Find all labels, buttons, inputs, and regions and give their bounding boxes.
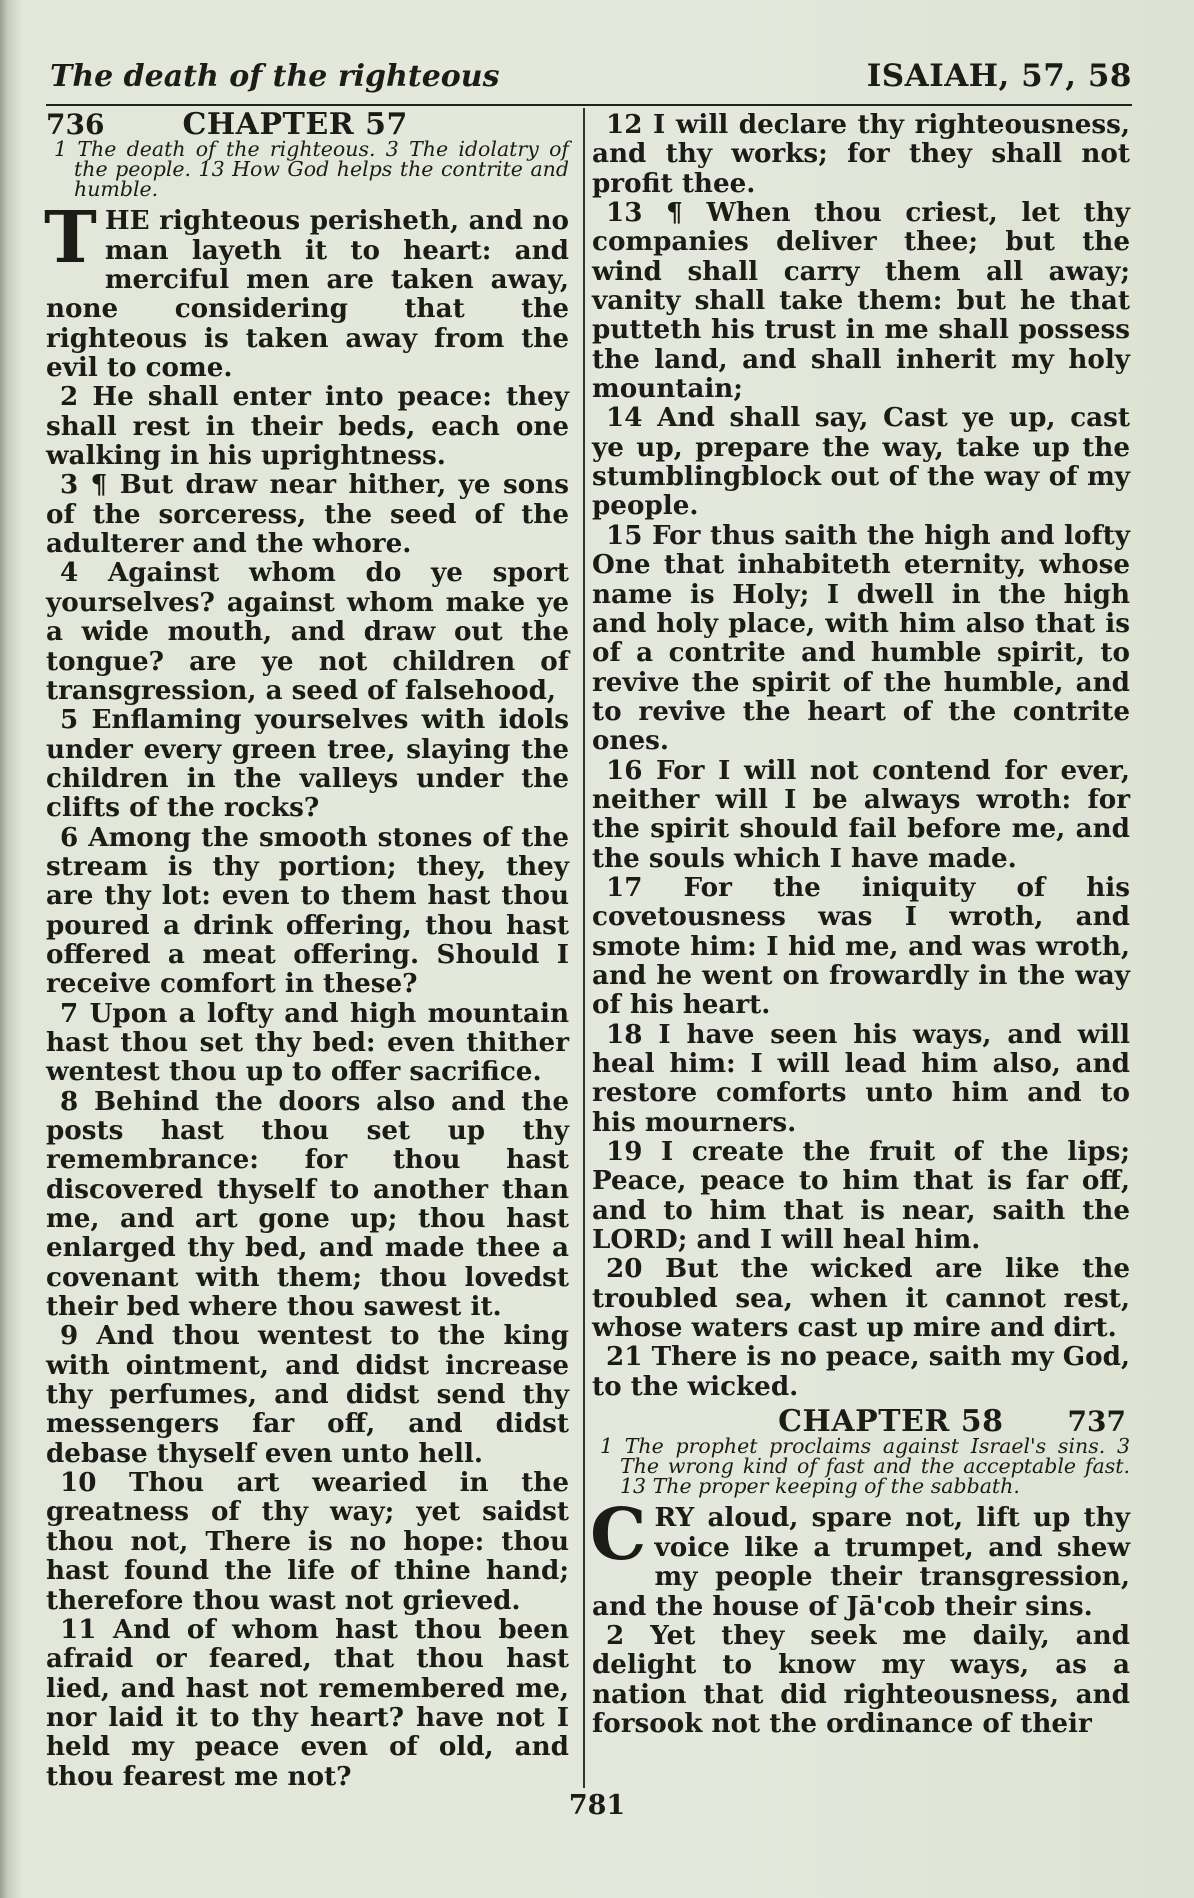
verse-57-14: 14 And shall say, Cast ye up, cast ye up, prepare the way, take up the stumblingblock out of the way of my people. xyxy=(592,402,1130,522)
marginal-number-737: 737 xyxy=(1067,1405,1126,1439)
page-number: 781 xyxy=(568,1790,626,1821)
chapter-58-heading xyxy=(592,1404,1130,1440)
dropcap-58: C xyxy=(590,1492,647,1577)
chapter-58-summary: 1 The prophet proclaims against Israel's sins. 3 The wrong kind of fast and the acceptable fast. 13 The proper keeping of the sabbath. xyxy=(600,1434,1130,1499)
verse-57-3: 3 ¶ But draw near hither, ye sons of the sorceress, the seed of the adulterer and the whore. xyxy=(46,469,569,560)
running-head-left: The death of the righteous xyxy=(50,59,500,94)
verse-57-15: 15 For thus saith the high and lofty One that inhabiteth eternity, whose name is Holy; I dwell in the high and holy place, with him also that is of a contrite and humble spirit, to revive the spirit of the humble, and to revive the heart of the contrite ones. xyxy=(592,519,1130,757)
verse-57-6: 6 Among the smooth stones of the stream is thy portion; they, they are thy lot: even to them hast thou poured a drink offering, thou hast offered a meat offering. Should I receive comfort in these? xyxy=(46,821,569,1000)
verse-57-5: 5 Enflaming yourselves with idols under every green tree, slaying the children in the valleys under the clifts of the rocks? xyxy=(46,704,569,824)
verse-57-18: 18 I have seen his ways, and will heal him: I will lead him also, and restore comforts unto him and to his mourners. xyxy=(592,1018,1130,1138)
chapter-57-heading xyxy=(46,107,569,142)
running-head xyxy=(50,50,1132,94)
verse-57-13: 13 ¶ When thou criest, let thy companies deliver thee; but the wind shall carry them all away; vanity shall take them: but he that putteth his trust in me shall possess the land, and shall inherit my holy mountain; xyxy=(592,197,1130,405)
verse-57-4: 4 Against whom do ye sport yourselves? against whom make ye a wide mouth, and draw out the tongue? are ye not children of transgression, a seed of falsehood, xyxy=(46,557,569,706)
verse-57-19: 19 I create the fruit of the lips; Peace, peace to him that is far off, and to him that is near, saith the LORD; and I will heal him. xyxy=(592,1136,1130,1256)
dropcap-57: T xyxy=(44,195,97,280)
right-column xyxy=(592,110,1130,1738)
verse-57-20: 20 But the wicked are like the troubled sea, when it cannot rest, whose waters cast up mire and dirt. xyxy=(592,1253,1130,1344)
chapter-58-title: CHAPTER 58 xyxy=(778,1404,1004,1440)
verse-58-2: 2 Yet they seek me daily, and delight to know my ways, as a nation that did righteousness, and forsook not the ordinance of their xyxy=(592,1619,1130,1739)
verse-57-7: 7 Upon a lofty and high mountain hast thou set thy bed: even thither wentest thou up to offer sacrifice. xyxy=(46,997,569,1088)
column-divider xyxy=(583,108,585,1788)
running-head-right: ISAIAH, 57, 58 xyxy=(866,58,1132,94)
verse-57-9: 9 And thou wentest to the king with ointment, and didst increase thy perfumes, and didst send thy messengers far off, and didst debase thyself even unto hell. xyxy=(46,1320,569,1469)
verse-58-1 xyxy=(590,1492,1130,1622)
verse-57-2: 2 He shall enter into peace: they shall rest in their beds, each one walking in his uprightness. xyxy=(46,381,569,472)
verse-57-11: 11 And of whom hast thou been afraid or feared, that thou hast lied, and hast not remembered me, nor laid it to thy heart? have not I held my peace even of old, and thou fearest me not? xyxy=(46,1613,569,1792)
verse-57-10: 10 Thou art wearied in the greatness of thy way; yet saidst thou not, There is no hope: thou hast found the life of thine hand; therefore thou wast not grieved. xyxy=(46,1467,569,1616)
verse-58-1-text: RY aloud, spare not, lift up thy voice like a trumpet, and shew my people their transgression, and the house of Jā'cob their sins. xyxy=(592,1502,1130,1622)
verse-57-21: 21 There is no peace, saith my God, to the wicked. xyxy=(592,1341,1130,1402)
chapter-57-title: CHAPTER 57 xyxy=(182,107,408,142)
chapter-57-summary: 1 The death of the righteous. 3 The idolatry of the people. 13 How God helps the contrite and humble. xyxy=(54,137,569,202)
verse-57-1-text: HE righteous perisheth, and no man layeth it to heart: and merciful men are taken away, none considering that the righteous is taken away from the evil to come. xyxy=(46,205,569,384)
verse-57-12: 12 I will declare thy righteousness, and thy works; for they shall not profit thee. xyxy=(592,109,1130,199)
header-rule xyxy=(46,104,1132,106)
left-column xyxy=(44,107,569,1792)
verse-57-1 xyxy=(44,195,569,384)
verse-57-17: 17 For the iniquity of his covetousness was I wroth, and smote him: I hid me, and was wroth, and he went on frowardly in the way of his heart. xyxy=(592,871,1130,1021)
verse-57-8: 8 Behind the doors also and the posts hast thou set up thy remembrance: for thou hast discovered thyself to another than me, and art gone up; thou hast enlarged thy bed, and made thee a covenant with them; thou lovedst their bed where thou sawest it. xyxy=(46,1085,569,1323)
verse-57-16: 16 For I will not contend for ever, neither will I be always wroth: for the spirit should fail before me, and the souls which I have made. xyxy=(592,754,1130,874)
marginal-number-736: 736 xyxy=(46,108,105,141)
